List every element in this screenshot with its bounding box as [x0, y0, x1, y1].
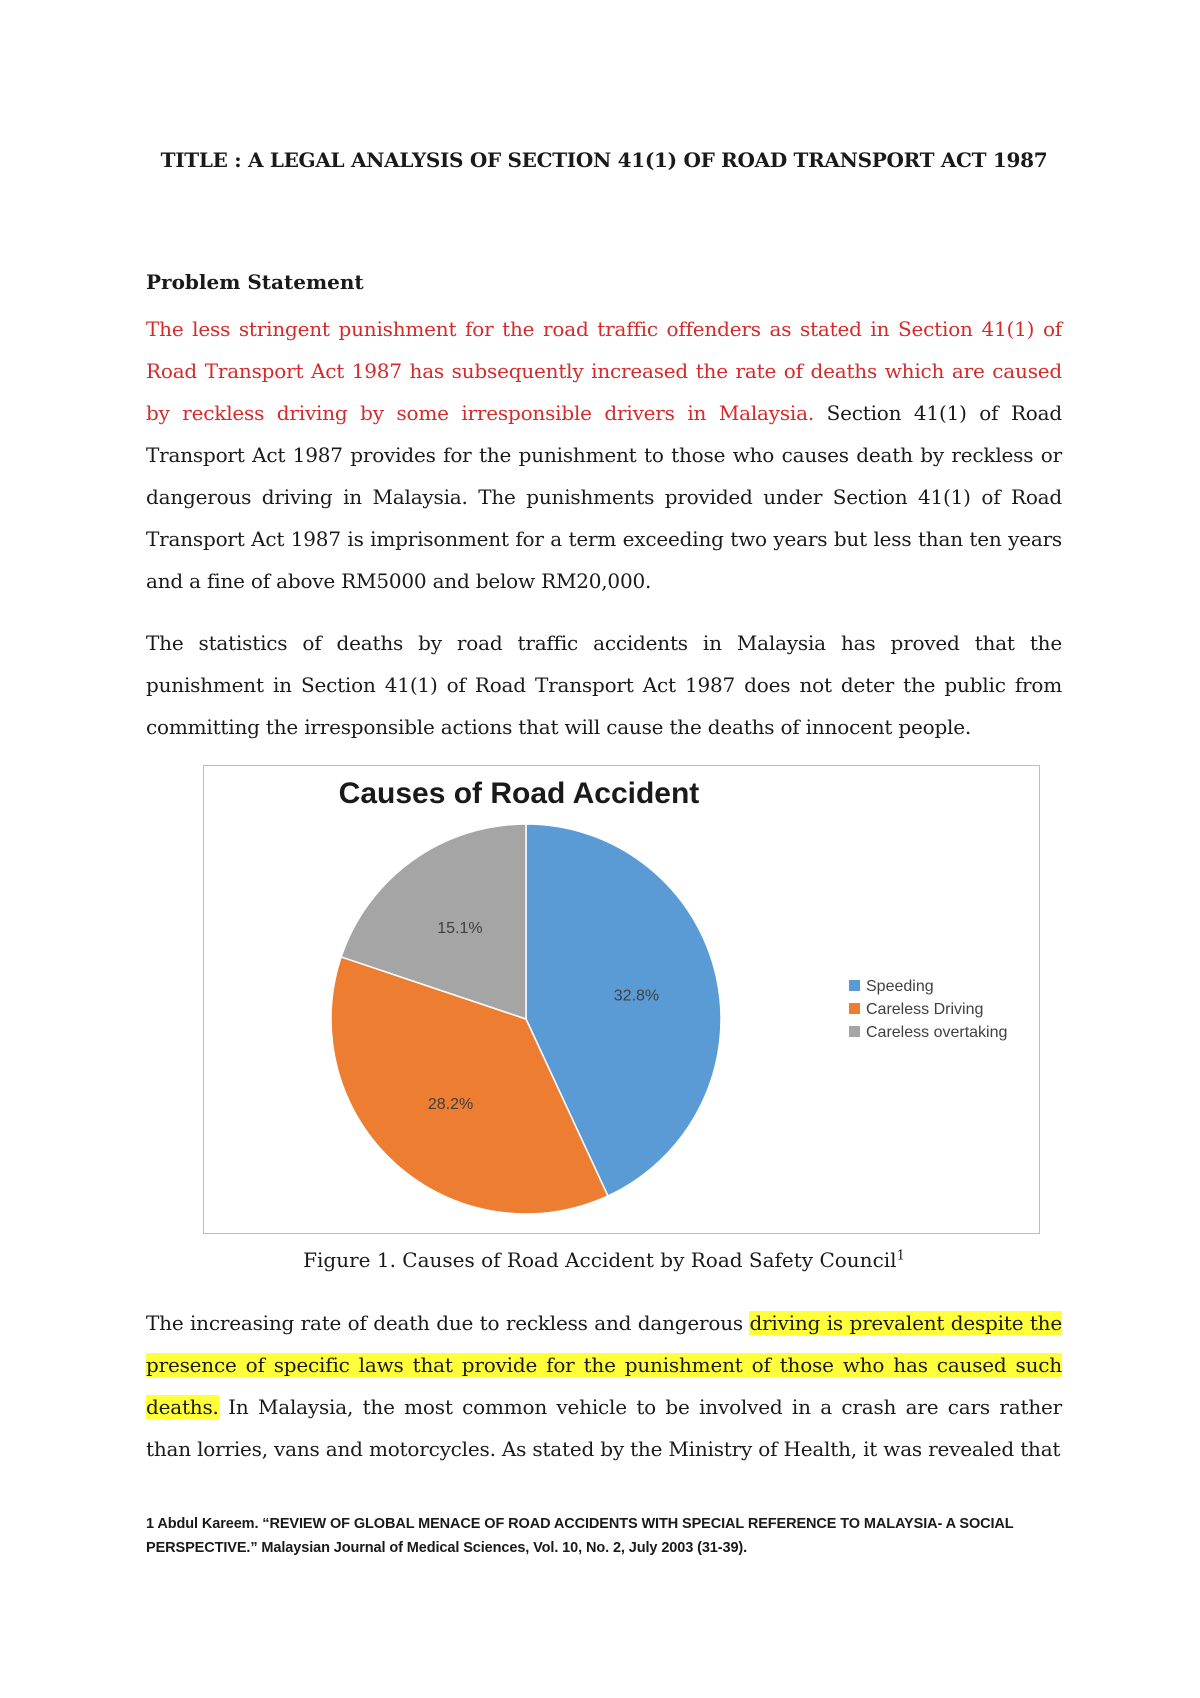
footnote: [146, 1512, 1062, 1560]
legend-label-speeding: Speeding: [866, 978, 934, 995]
paragraph-3-text-after: In Malaysia, the most common vehicle to be involved in a crash are cars rather than lorries, vans and motorcycles. As stated by the Ministry of Health, it was revealed that: [146, 1395, 1062, 1461]
paragraph-1-text: Section 41(1) of Road Transport Act 1987 provides for the punishment to those who causes death by reckless or dangerous driving in Malaysia. The punishments provided under Section 41(1) of Road Transport Act 1987 is imprisonment for a term exceeding two years but less than ten years and a fine of above RM5000 and below RM20,000.: [146, 401, 1062, 593]
pie-chart: [203, 765, 1040, 1234]
legend-swatch-speeding: [849, 980, 860, 991]
data-label-speeding: 32.8%: [613, 987, 660, 1005]
data-label-careless-driving: 28.2%: [427, 1096, 474, 1114]
legend-swatch-careless-driving: [849, 1003, 860, 1014]
section-heading: Problem Statement: [146, 270, 364, 294]
footnote-text: 1 Abdul Kareem. “REVIEW OF GLOBAL MENACE OF ROAD ACCIDENTS WITH SPECIAL REFERENCE TO MALAYSIA- A SOCIAL PERSPECTIVE.” Malaysian Journal of Medical Sciences, Vol. 10, No. 2, July 2003 (31-39).: [146, 1516, 1014, 1556]
highlighted-text: driving is prevalent despite the presence of specific laws that provide for the punishment of those who has caused such deaths.: [146, 1311, 1062, 1419]
paragraph-3: [146, 1302, 1062, 1470]
page-title: TITLE : A LEGAL ANALYSIS OF SECTION 41(1) OF ROAD TRANSPORT ACT 1987: [160, 148, 1048, 172]
legend-swatch-careless-overtaking: [849, 1026, 860, 1037]
legend-label-careless-overtaking: Careless overtaking: [866, 1024, 1008, 1041]
paragraph-3-text-before: The increasing rate of death due to reckless and dangerous: [146, 1311, 750, 1335]
red-statement: The less stringent punishment for the road traffic offenders as stated in Section 41(1) of Road Transport Act 1987 has subsequently increased the rate of deaths which are caused by reckless driving by some irresponsible drivers in Malaysia.: [146, 317, 1062, 425]
data-label-careless-overtaking: 15.1%: [437, 920, 483, 938]
paragraph-1: [146, 308, 1062, 602]
caption-text: Figure 1. Causes of Road Accident by Road Safety Council: [303, 1248, 897, 1272]
caption-footnote-ref: 1: [896, 1248, 905, 1264]
legend-label-careless-driving: Careless Driving: [866, 1001, 984, 1018]
chart-title: Causes of Road Accident: [338, 777, 700, 810]
paragraph-2: The statistics of deaths by road traffic accidents in Malaysia has proved that the punishment in Section 41(1) of Road Transport Act 1987 does not deter the public from committing the irresponsible actions that will cause the deaths of innocent people.: [146, 631, 1062, 739]
pie-chart-svg: [204, 766, 1039, 1233]
figure-caption: [146, 1248, 1062, 1272]
